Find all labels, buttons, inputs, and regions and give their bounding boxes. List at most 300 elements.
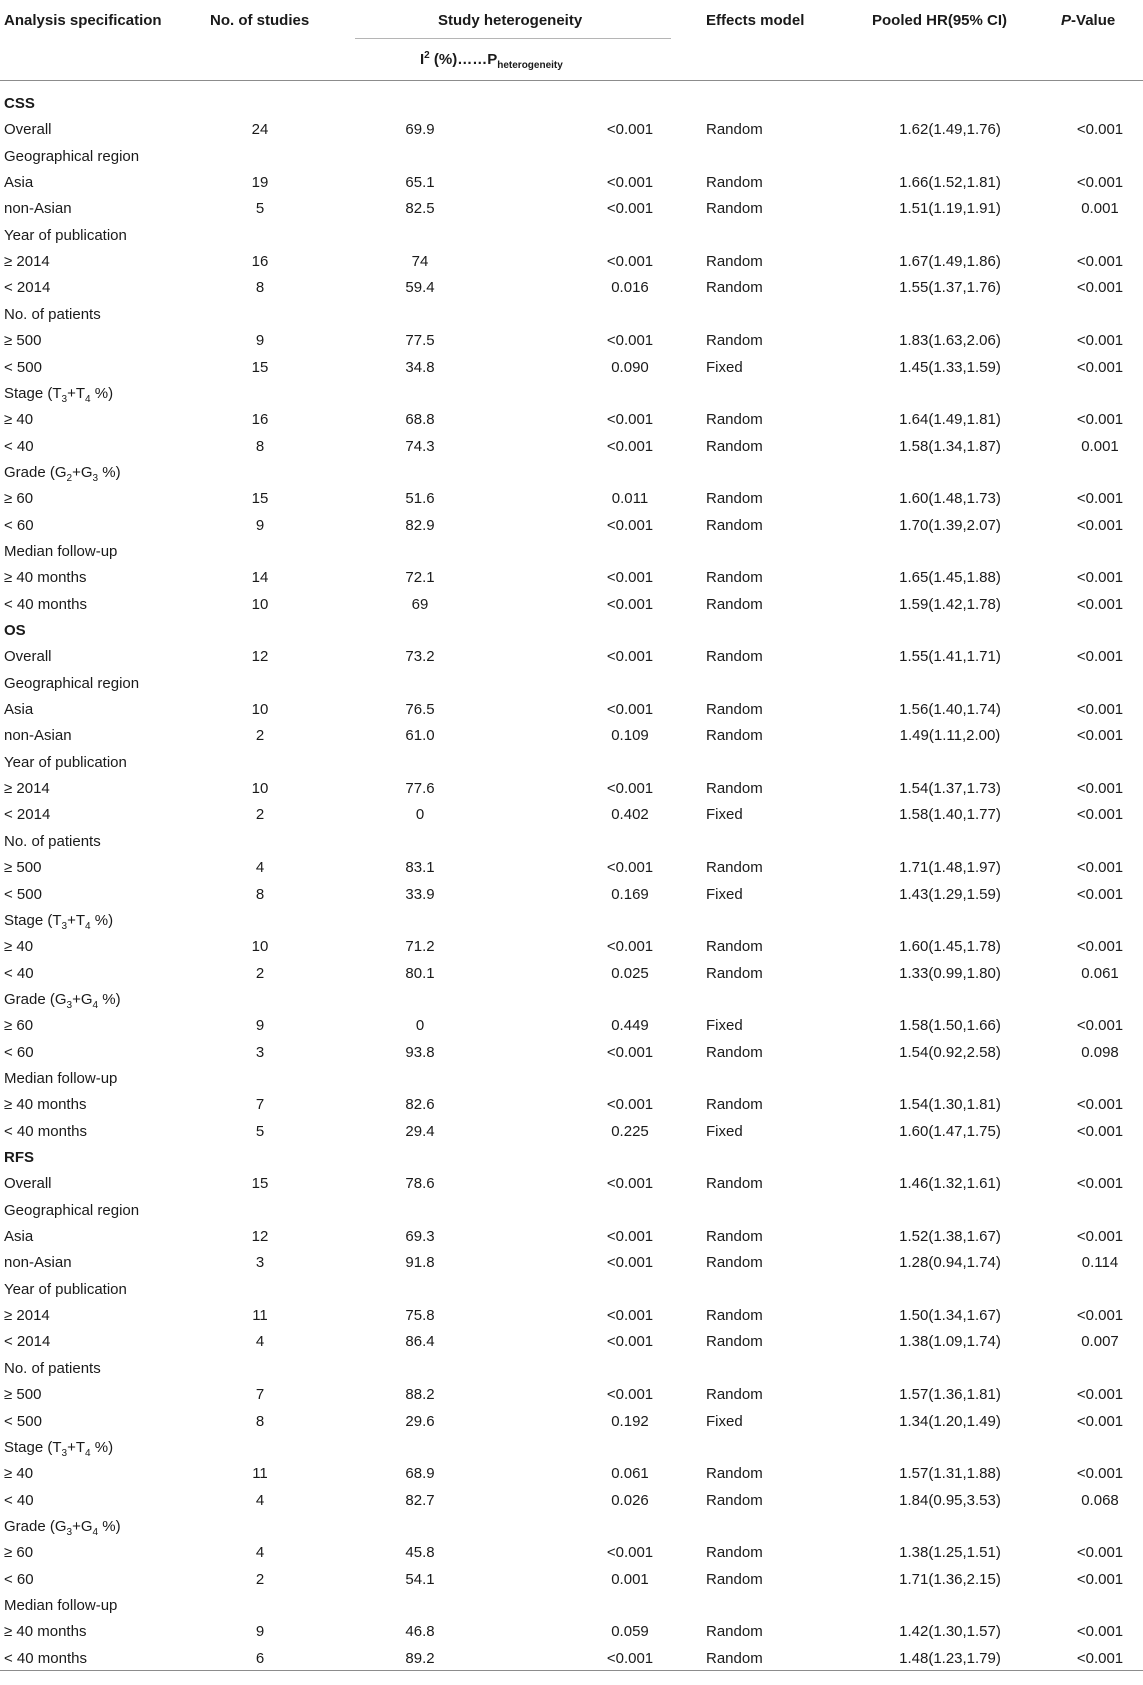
row-label: < 60 (4, 516, 34, 534)
cell-p-heterogeneity: <0.001 (606, 1307, 654, 1325)
table-row (0, 434, 1143, 460)
subgroup-header-row (0, 381, 1143, 407)
table-row (0, 1224, 1143, 1250)
cell-pooled-hr: 1.55(1.41,1.71) (899, 648, 1001, 666)
cell-studies: 24 (251, 121, 269, 139)
cell-p-value: <0.001 (1076, 253, 1124, 271)
cell-p-heterogeneity: <0.001 (606, 174, 654, 192)
table-row (0, 1119, 1143, 1145)
table-row (0, 275, 1143, 301)
row-label: ≥ 2014 (4, 1307, 50, 1325)
cell-p-heterogeneity: 0.011 (611, 490, 649, 508)
row-label: < 40 (4, 1491, 34, 1509)
cell-effects-model: Fixed (706, 806, 743, 824)
cell-p-heterogeneity: 0.025 (611, 964, 649, 982)
cell-effects-model: Random (706, 648, 763, 666)
cell-p-value: <0.001 (1076, 701, 1124, 719)
row-label: non-Asian (4, 200, 72, 218)
cell-p-heterogeneity: 0.192 (611, 1412, 649, 1430)
group-label: CSS (4, 95, 35, 112)
table-row (0, 961, 1143, 987)
table-row (0, 1013, 1143, 1039)
cell-studies: 2 (255, 964, 265, 982)
cell-studies: 2 (255, 727, 265, 745)
cell-p-heterogeneity: <0.001 (606, 569, 654, 587)
cell-i2: 80.1 (405, 964, 435, 982)
cell-effects-model: Fixed (706, 885, 743, 903)
subgroup-label: Year of publication (4, 753, 127, 771)
subgroup-header-row (0, 829, 1143, 855)
cell-p-value: <0.001 (1076, 648, 1124, 666)
table-row (0, 1619, 1143, 1645)
row-label: ≥ 40 months (4, 1096, 87, 1114)
subgroup-label: Grade ($G_3+G_4$ %) (4, 1517, 121, 1538)
cell-effects-model: Random (706, 490, 763, 508)
cell-p-value: <0.001 (1076, 279, 1124, 297)
cell-studies: 9 (255, 332, 265, 350)
cell-i2: 29.4 (405, 1122, 435, 1140)
row-label: < 2014 (4, 806, 51, 824)
table-row (0, 513, 1143, 539)
cell-effects-model: Random (706, 200, 763, 218)
header-i2-mid: (%)……P (429, 51, 498, 68)
cell-studies: 9 (255, 516, 265, 534)
cell-effects-model: Random (706, 938, 763, 956)
table-row (0, 1646, 1143, 1672)
header-i-superscript: 2 (424, 50, 430, 61)
cell-i2: 73.2 (405, 648, 435, 666)
row-label: non-Asian (4, 727, 72, 745)
cell-i2: 77.5 (405, 332, 435, 350)
cell-p-heterogeneity: 0.059 (611, 1623, 649, 1641)
cell-i2: 82.7 (405, 1491, 435, 1509)
cell-p-value: 0.001 (1081, 437, 1119, 455)
table-row (0, 196, 1143, 222)
cell-pooled-hr: 1.62(1.49,1.76) (899, 121, 1001, 139)
header-effects-model: Effects model (706, 12, 805, 29)
cell-pooled-hr: 1.66(1.52,1.81) (899, 174, 1001, 192)
group-header-row (0, 1145, 1143, 1171)
cell-pooled-hr: 1.34(1.20,1.49) (899, 1412, 1001, 1430)
cell-p-value: <0.001 (1076, 1122, 1124, 1140)
heterogeneity-subrule (355, 38, 671, 39)
cell-i2: 29.6 (405, 1412, 435, 1430)
cell-effects-model: Random (706, 253, 763, 271)
cell-studies: 3 (255, 1254, 265, 1272)
cell-studies: 16 (251, 253, 269, 271)
cell-pooled-hr: 1.59(1.42,1.78) (899, 595, 1001, 613)
subgroup-label: Geographical region (4, 674, 140, 692)
cell-effects-model: Random (706, 1623, 763, 1641)
subgroup-header-row (0, 987, 1143, 1013)
cell-studies: 5 (255, 200, 265, 218)
cell-effects-model: Random (706, 1228, 763, 1246)
cell-pooled-hr: 1.55(1.37,1.76) (899, 279, 1001, 297)
cell-effects-model: Fixed (706, 1122, 743, 1140)
cell-p-heterogeneity: <0.001 (606, 411, 654, 429)
cell-studies: 5 (255, 1122, 265, 1140)
cell-pooled-hr: 1.71(1.48,1.97) (899, 859, 1001, 877)
cell-i2: 61.0 (405, 727, 435, 745)
cell-p-value: <0.001 (1076, 1623, 1124, 1641)
table-row (0, 1382, 1143, 1408)
cell-studies: 3 (255, 1043, 265, 1061)
cell-i2: 68.9 (405, 1465, 435, 1483)
table-row (0, 644, 1143, 670)
cell-p-heterogeneity: <0.001 (606, 200, 654, 218)
table-row (0, 328, 1143, 354)
cell-effects-model: Random (706, 174, 763, 192)
subgroup-label: Median follow-up (4, 1596, 118, 1614)
row-label: non-Asian (4, 1254, 72, 1272)
cell-effects-model: Random (706, 780, 763, 798)
cell-p-value: <0.001 (1076, 1096, 1124, 1114)
cell-pooled-hr: 1.71(1.36,2.15) (899, 1570, 1001, 1588)
cell-i2: 0 (415, 806, 425, 824)
table-row (0, 1303, 1143, 1329)
cell-effects-model: Random (706, 859, 763, 877)
subgroup-label: Year of publication (4, 226, 127, 244)
cell-i2: 69.9 (405, 121, 435, 139)
cell-studies: 8 (255, 1412, 265, 1430)
header-analysis-specification: Analysis specification (4, 12, 162, 29)
table-row (0, 697, 1143, 723)
cell-i2: 71.2 (405, 938, 435, 956)
cell-effects-model: Random (706, 332, 763, 350)
cell-p-value: <0.001 (1076, 1465, 1124, 1483)
cell-p-value: <0.001 (1076, 885, 1124, 903)
cell-effects-model: Random (706, 516, 763, 534)
cell-pooled-hr: 1.56(1.40,1.74) (899, 701, 1001, 719)
cell-pooled-hr: 1.51(1.19,1.91) (899, 200, 1001, 218)
cell-i2: 91.8 (405, 1254, 435, 1272)
header-p-value (1061, 12, 1115, 29)
cell-studies: 9 (255, 1623, 265, 1641)
cell-p-heterogeneity: <0.001 (606, 780, 654, 798)
cell-i2: 65.1 (405, 174, 435, 192)
cell-pooled-hr: 1.50(1.34,1.67) (899, 1307, 1001, 1325)
cell-studies: 10 (251, 701, 269, 719)
cell-effects-model: Fixed (706, 358, 743, 376)
cell-pooled-hr: 1.42(1.30,1.57) (899, 1623, 1001, 1641)
cell-i2: 72.1 (405, 569, 435, 587)
cell-effects-model: Random (706, 1491, 763, 1509)
subgroup-label: Stage ($T_3+T_4$ %) (4, 911, 114, 932)
cell-effects-model: Random (706, 1096, 763, 1114)
cell-studies: 2 (255, 1570, 265, 1588)
row-label: Overall (4, 121, 52, 139)
cell-pooled-hr: 1.58(1.50,1.66) (899, 1017, 1001, 1035)
row-label: < 40 (4, 437, 34, 455)
table-row (0, 486, 1143, 512)
cell-p-heterogeneity: 0.169 (611, 885, 649, 903)
cell-pooled-hr: 1.58(1.34,1.87) (899, 437, 1001, 455)
cell-pooled-hr: 1.38(1.09,1.74) (899, 1333, 1001, 1351)
table-row (0, 170, 1143, 196)
subgroup-header-row (0, 1435, 1143, 1461)
subgroup-label: Year of publication (4, 1280, 127, 1298)
row-label: ≥ 40 (4, 411, 34, 429)
subgroup-header-row (0, 1066, 1143, 1092)
cell-pooled-hr: 1.33(0.99,1.80) (899, 964, 1001, 982)
cell-i2: 78.6 (405, 1175, 435, 1193)
table-row (0, 723, 1143, 749)
row-label: ≥ 60 (4, 1017, 34, 1035)
subgroup-label: No. of patients (4, 1359, 101, 1377)
table-row (0, 407, 1143, 433)
cell-pooled-hr: 1.83(1.63,2.06) (899, 332, 1001, 350)
header-p-italic: P (1061, 12, 1072, 29)
cell-pooled-hr: 1.48(1.23,1.79) (899, 1649, 1001, 1667)
group-header-row (0, 618, 1143, 644)
table-row (0, 855, 1143, 881)
cell-p-heterogeneity: <0.001 (606, 1228, 654, 1246)
bottom-rule (0, 1670, 1143, 1671)
cell-pooled-hr: 1.54(0.92,2.58) (899, 1043, 1001, 1061)
cell-i2: 89.2 (405, 1649, 435, 1667)
cell-pooled-hr: 1.45(1.33,1.59) (899, 358, 1001, 376)
table-row (0, 565, 1143, 591)
cell-p-value: <0.001 (1076, 174, 1124, 192)
header-i2-pheterogeneity (420, 50, 563, 71)
table-row (0, 1329, 1143, 1355)
cell-studies: 2 (255, 806, 265, 824)
cell-p-heterogeneity: <0.001 (606, 516, 654, 534)
cell-pooled-hr: 1.60(1.45,1.78) (899, 938, 1001, 956)
cell-p-value: <0.001 (1076, 1017, 1124, 1035)
cell-studies: 8 (255, 885, 265, 903)
cell-p-heterogeneity: <0.001 (606, 1333, 654, 1351)
cell-effects-model: Random (706, 121, 763, 139)
cell-i2: 45.8 (405, 1544, 435, 1562)
cell-effects-model: Random (706, 727, 763, 745)
cell-effects-model: Random (706, 437, 763, 455)
cell-effects-model: Random (706, 1386, 763, 1404)
table-row (0, 1540, 1143, 1566)
cell-p-heterogeneity: <0.001 (606, 595, 654, 613)
cell-p-heterogeneity: 0.402 (611, 806, 649, 824)
cell-p-heterogeneity: <0.001 (606, 253, 654, 271)
cell-effects-model: Random (706, 1333, 763, 1351)
cell-pooled-hr: 1.52(1.38,1.67) (899, 1228, 1001, 1246)
table-row (0, 1092, 1143, 1118)
cell-p-heterogeneity: <0.001 (606, 701, 654, 719)
header-p-rest: -Value (1071, 12, 1116, 29)
subgroup-header-row (0, 1593, 1143, 1619)
cell-studies: 8 (255, 279, 265, 297)
cell-i2: 69.3 (405, 1228, 435, 1246)
cell-p-value: <0.001 (1076, 516, 1124, 534)
cell-p-value: <0.001 (1076, 569, 1124, 587)
cell-studies: 15 (251, 1175, 269, 1193)
cell-i2: 74 (411, 253, 429, 271)
cell-studies: 12 (251, 1228, 269, 1246)
table-row (0, 934, 1143, 960)
cell-effects-model: Random (706, 1570, 763, 1588)
cell-studies: 10 (251, 595, 269, 613)
header-study-heterogeneity: Study heterogeneity (438, 12, 583, 29)
cell-p-value: <0.001 (1076, 806, 1124, 824)
subgroup-label: Grade ($G_2+G_3$ %) (4, 463, 121, 484)
cell-i2: 59.4 (405, 279, 435, 297)
cell-i2: 34.8 (405, 358, 435, 376)
cell-p-heterogeneity: <0.001 (606, 1175, 654, 1193)
cell-pooled-hr: 1.58(1.40,1.77) (899, 806, 1001, 824)
cell-p-heterogeneity: <0.001 (606, 938, 654, 956)
cell-studies: 19 (251, 174, 269, 192)
subgroup-label: Stage ($T_3+T_4$ %) (4, 384, 114, 405)
row-label: Asia (4, 701, 34, 719)
cell-p-heterogeneity: <0.001 (606, 1649, 654, 1667)
cell-effects-model: Random (706, 595, 763, 613)
subgroup-header-row (0, 460, 1143, 486)
cell-i2: 69 (411, 595, 429, 613)
cell-pooled-hr: 1.49(1.11,2.00) (899, 727, 1001, 745)
cell-pooled-hr: 1.54(1.30,1.81) (899, 1096, 1001, 1114)
cell-effects-model: Fixed (706, 1017, 743, 1035)
subgroup-label: Geographical region (4, 1201, 140, 1219)
cell-p-heterogeneity: 0.090 (611, 358, 649, 376)
cell-p-heterogeneity: <0.001 (606, 437, 654, 455)
cell-i2: 74.3 (405, 437, 435, 455)
cell-studies: 7 (255, 1386, 265, 1404)
table-row (0, 1461, 1143, 1487)
group-label: OS (4, 622, 26, 639)
cell-p-value: <0.001 (1076, 1386, 1124, 1404)
table-row (0, 1567, 1143, 1593)
cell-p-value: <0.001 (1076, 859, 1124, 877)
cell-studies: 6 (255, 1649, 265, 1667)
row-label: Overall (4, 648, 52, 666)
cell-p-value: <0.001 (1076, 595, 1124, 613)
cell-effects-model: Random (706, 1544, 763, 1562)
row-label: ≥ 500 (4, 332, 42, 350)
cell-studies: 14 (251, 569, 269, 587)
cell-pooled-hr: 1.70(1.39,2.07) (899, 516, 1001, 534)
cell-p-value: <0.001 (1076, 1649, 1124, 1667)
cell-studies: 4 (255, 859, 265, 877)
row-label: Asia (4, 1228, 34, 1246)
cell-p-value: <0.001 (1076, 332, 1124, 350)
cell-p-value: <0.001 (1076, 1228, 1124, 1246)
cell-pooled-hr: 1.46(1.32,1.61) (899, 1175, 1001, 1193)
cell-pooled-hr: 1.28(0.94,1.74) (899, 1254, 1001, 1272)
cell-p-heterogeneity: <0.001 (606, 1254, 654, 1272)
table-row (0, 1488, 1143, 1514)
cell-p-value: 0.007 (1081, 1333, 1119, 1351)
row-label: ≥ 60 (4, 490, 34, 508)
cell-studies: 11 (252, 1465, 268, 1483)
cell-studies: 11 (252, 1307, 268, 1325)
header-number-of-studies: No. of studies (210, 12, 310, 29)
cell-effects-model: Random (706, 411, 763, 429)
group-header-row (0, 91, 1143, 117)
cell-i2: 54.1 (405, 1570, 435, 1588)
cell-p-value: <0.001 (1076, 1570, 1124, 1588)
cell-i2: 93.8 (405, 1043, 435, 1061)
cell-studies: 12 (251, 648, 269, 666)
cell-p-value: <0.001 (1076, 358, 1124, 376)
cell-effects-model: Random (706, 964, 763, 982)
cell-studies: 7 (255, 1096, 265, 1114)
subgroup-header-row (0, 671, 1143, 697)
cell-p-heterogeneity: 0.001 (611, 1570, 649, 1588)
cell-i2: 88.2 (405, 1386, 435, 1404)
cell-p-value: 0.001 (1081, 200, 1119, 218)
cell-i2: 76.5 (405, 701, 435, 719)
table-row (0, 1409, 1143, 1435)
cell-studies: 4 (255, 1544, 265, 1562)
cell-i2: 82.6 (405, 1096, 435, 1114)
subgroup-header-row (0, 223, 1143, 249)
cell-studies: 15 (251, 490, 269, 508)
cell-i2: 33.9 (405, 885, 435, 903)
cell-i2: 0 (415, 1017, 425, 1035)
table-row (0, 355, 1143, 381)
cell-effects-model: Random (706, 1175, 763, 1193)
subgroup-label: Grade ($G_3+G_4$ %) (4, 990, 121, 1011)
cell-pooled-hr: 1.54(1.37,1.73) (899, 780, 1001, 798)
cell-p-heterogeneity: <0.001 (606, 121, 654, 139)
table-row (0, 882, 1143, 908)
cell-studies: 9 (255, 1017, 265, 1035)
cell-p-value: <0.001 (1076, 1544, 1124, 1562)
cell-effects-model: Random (706, 1465, 763, 1483)
cell-p-value: <0.001 (1076, 1175, 1124, 1193)
cell-pooled-hr: 1.60(1.48,1.73) (899, 490, 1001, 508)
subgroup-header-row (0, 539, 1143, 565)
subgroup-header-row (0, 1356, 1143, 1382)
cell-p-value: 0.068 (1081, 1491, 1119, 1509)
subgroup-header-row (0, 302, 1143, 328)
cell-p-heterogeneity: 0.016 (611, 279, 649, 297)
subgroup-header-row (0, 908, 1143, 934)
cell-i2: 51.6 (405, 490, 435, 508)
cell-pooled-hr: 1.84(0.95,3.53) (899, 1491, 1001, 1509)
cell-i2: 46.8 (405, 1623, 435, 1641)
table-row (0, 1171, 1143, 1197)
cell-effects-model: Random (706, 279, 763, 297)
cell-p-heterogeneity: 0.225 (611, 1122, 649, 1140)
cell-p-value: <0.001 (1076, 780, 1124, 798)
table-row (0, 1250, 1143, 1276)
cell-p-value: <0.001 (1076, 1307, 1124, 1325)
cell-p-heterogeneity: <0.001 (606, 1096, 654, 1114)
header-pooled-hr: Pooled HR(95% CI) (872, 12, 1008, 29)
row-label: ≥ 2014 (4, 253, 50, 271)
cell-effects-model: Random (706, 701, 763, 719)
cell-p-heterogeneity: 0.061 (611, 1465, 649, 1483)
cell-p-value: <0.001 (1076, 727, 1124, 745)
header-rule (0, 80, 1143, 81)
cell-effects-model: Random (706, 569, 763, 587)
row-label: < 40 months (4, 595, 87, 613)
row-label: < 40 months (4, 1122, 87, 1140)
cell-pooled-hr: 1.43(1.29,1.59) (899, 885, 1001, 903)
subgroup-label: Median follow-up (4, 542, 118, 560)
cell-pooled-hr: 1.67(1.49,1.86) (899, 253, 1001, 271)
row-label: < 2014 (4, 1333, 51, 1351)
row-label: ≥ 40 (4, 938, 34, 956)
row-label: Asia (4, 174, 34, 192)
cell-pooled-hr: 1.64(1.49,1.81) (899, 411, 1001, 429)
cell-i2: 75.8 (405, 1307, 435, 1325)
cell-i2: 82.9 (405, 516, 435, 534)
cell-i2: 86.4 (405, 1333, 435, 1351)
cell-i2: 68.8 (405, 411, 435, 429)
cell-p-heterogeneity: 0.026 (611, 1491, 649, 1509)
cell-effects-model: Random (706, 1043, 763, 1061)
